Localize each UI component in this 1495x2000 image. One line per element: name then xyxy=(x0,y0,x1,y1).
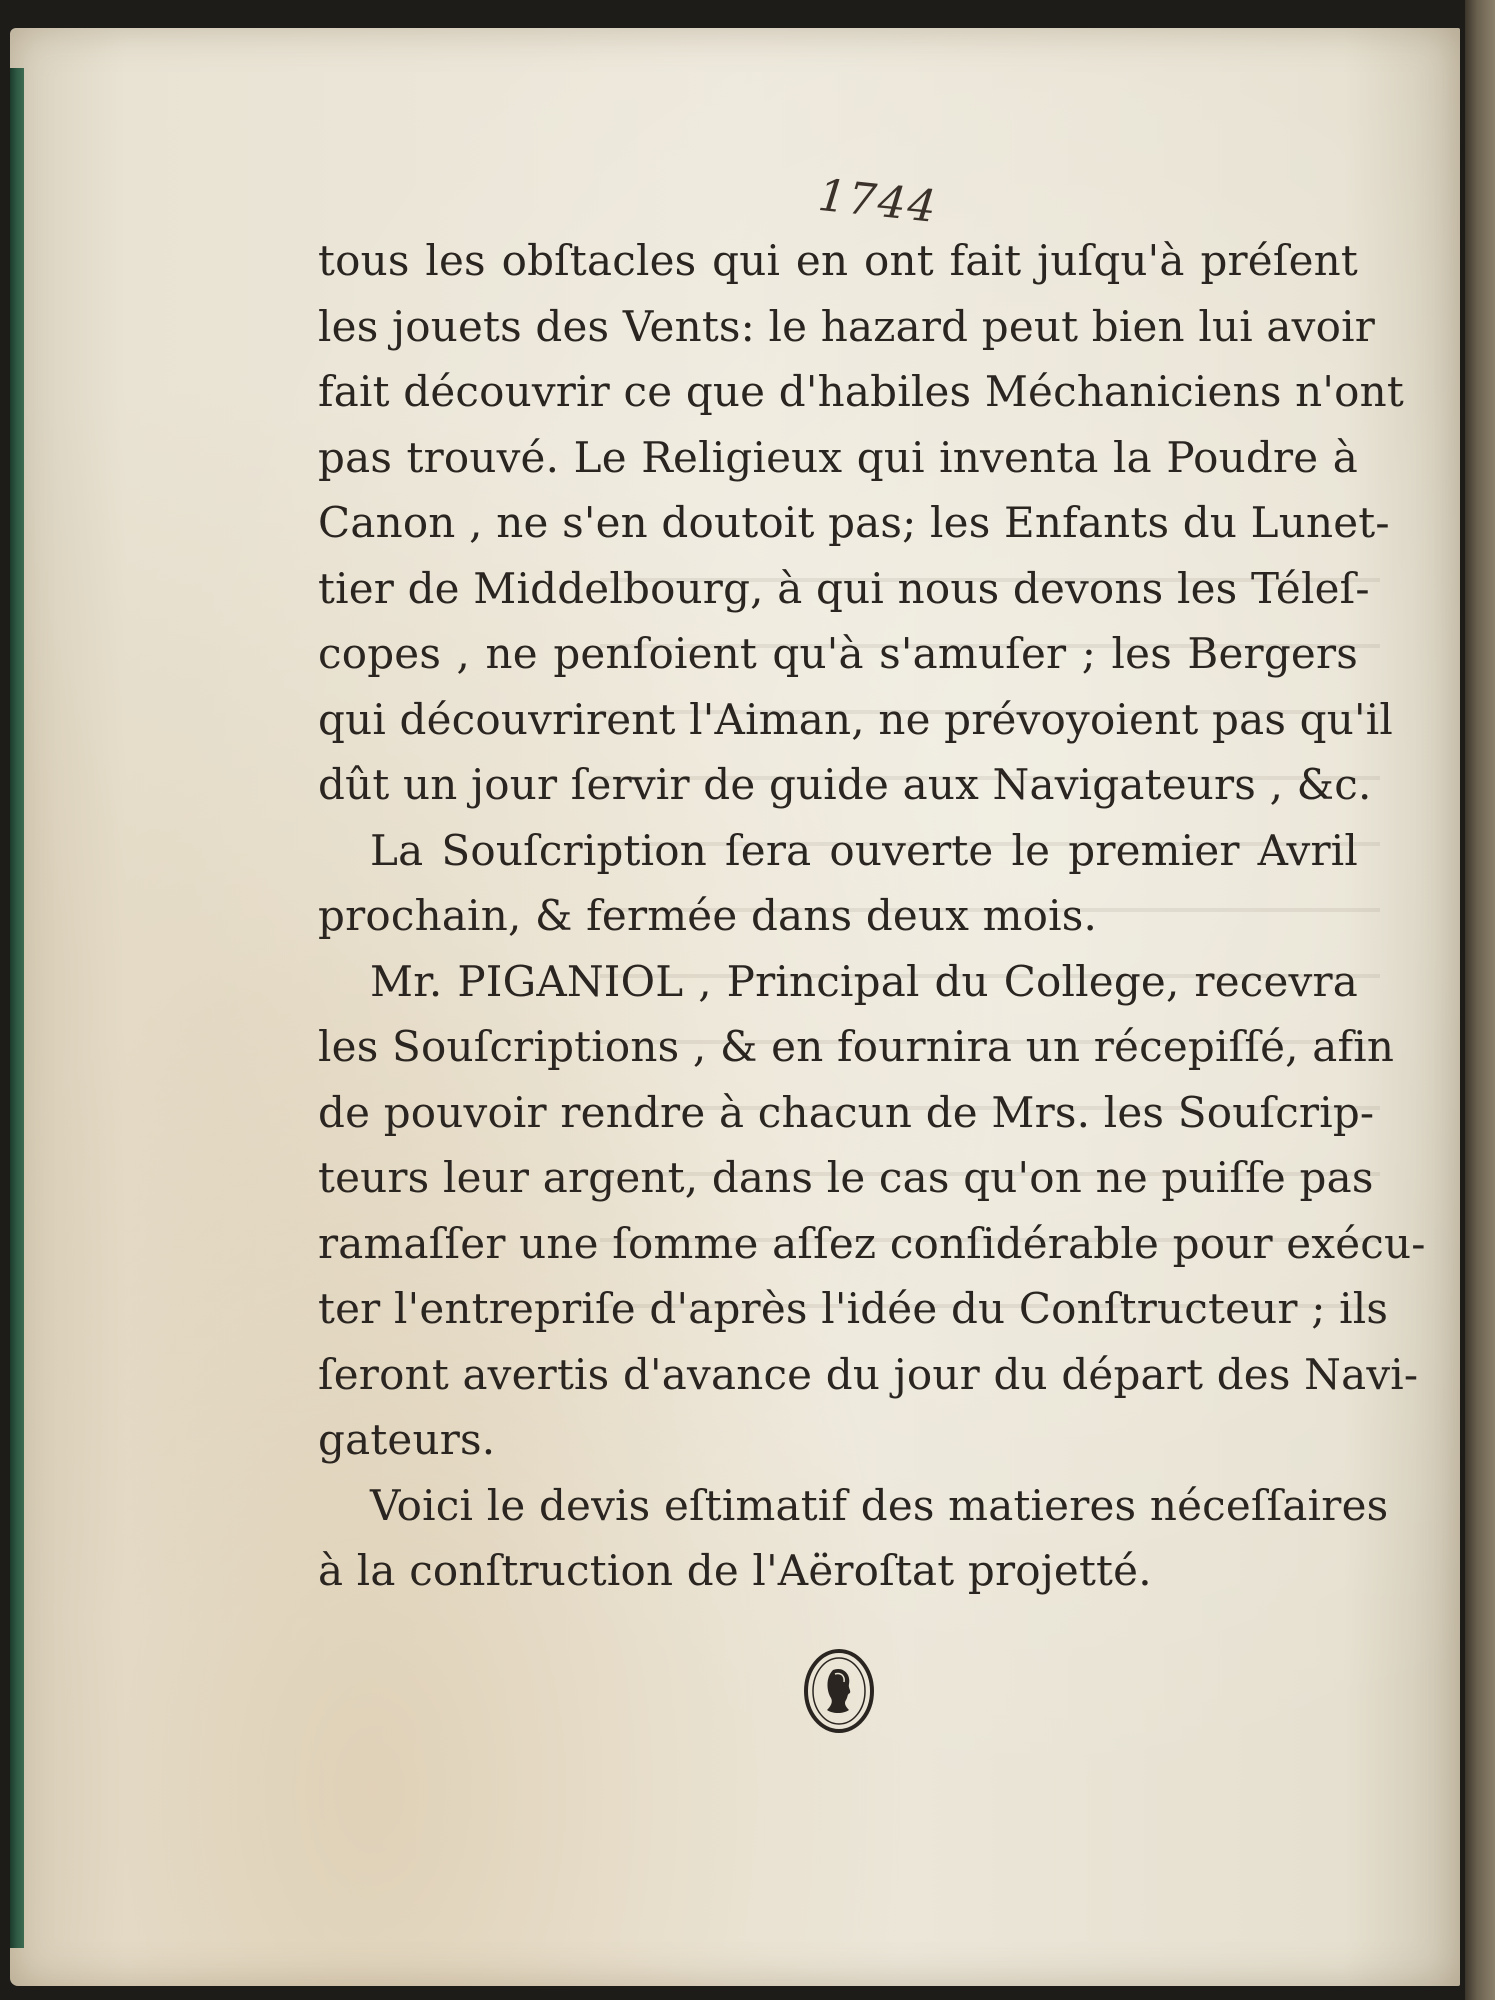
text-line: ter l'entrepriſe d'après l'idée du Conſtructeur ; ils xyxy=(318,1284,1389,1333)
text-line: les jouets des Vents: le hazard peut bien lui avoir xyxy=(318,301,1375,351)
adjacent-page-edge xyxy=(1465,0,1495,2000)
text-line: teurs leur argent, dans le cas qu'on ne puiſſe pas xyxy=(318,1153,1374,1202)
text-line: à la conſtruction de l'Aëroſtat projetté. xyxy=(318,1546,1152,1595)
text-line: ſeront avertis d'avance du jour du départ des Navi- xyxy=(318,1349,1419,1399)
text-line: Voici le devis eſtimatif des matieres néceſſaires xyxy=(370,1480,1389,1530)
text-line: prochain, & fermée dans deux mois. xyxy=(318,891,1098,940)
text-line: tous les obſtacles qui en ont fait juſqu'à préſent xyxy=(318,236,1358,285)
cameo-portrait-ornament-icon xyxy=(803,1648,875,1734)
text-line: les Souſcriptions , & en fournira un récepiſſé, afin xyxy=(318,1022,1395,1071)
green-binding-edge xyxy=(10,68,24,1948)
text-line: fait découvrir ce que d'habiles Méchaniciens n'ont xyxy=(318,367,1404,416)
text-line: de pouvoir rendre à chacun de Mrs. les Souſcrip- xyxy=(318,1087,1375,1137)
text-line: pas trouvé. Le Religieux qui inventa la Poudre à xyxy=(318,432,1358,482)
text-line: tier de Middelbourg, à qui nous devons les Téleſ- xyxy=(318,563,1370,613)
text-line: ramaſſer une ſomme aſſez conſidérable pour exécu- xyxy=(318,1218,1426,1268)
text-line: dût un jour ſervir de guide aux Navigateurs , &c. xyxy=(318,760,1372,809)
text-line: gateurs. xyxy=(318,1415,496,1464)
paragraph-2 xyxy=(318,818,1358,949)
body-text xyxy=(318,228,1426,1604)
text-line: copes , ne penſoient qu'à s'amuſer ; les Bergers xyxy=(318,629,1358,678)
text-line: Canon , ne s'en doutoit pas; les Enfants du Lunet- xyxy=(318,498,1390,547)
paper-page xyxy=(10,28,1460,1986)
paragraph-1 xyxy=(318,228,1404,818)
handwritten-mark: 1744 xyxy=(815,169,941,234)
paragraph-4 xyxy=(318,1473,1389,1604)
paragraph-3 xyxy=(318,949,1426,1473)
text-line: Mr. PIGANIOL , Principal du College, recevra xyxy=(370,956,1358,1006)
text-line: La Souſcription ſera ouverte le premier Avril xyxy=(370,825,1358,875)
text-line: qui découvrirent l'Aiman, ne prévoyoient pas qu'il xyxy=(318,694,1393,744)
